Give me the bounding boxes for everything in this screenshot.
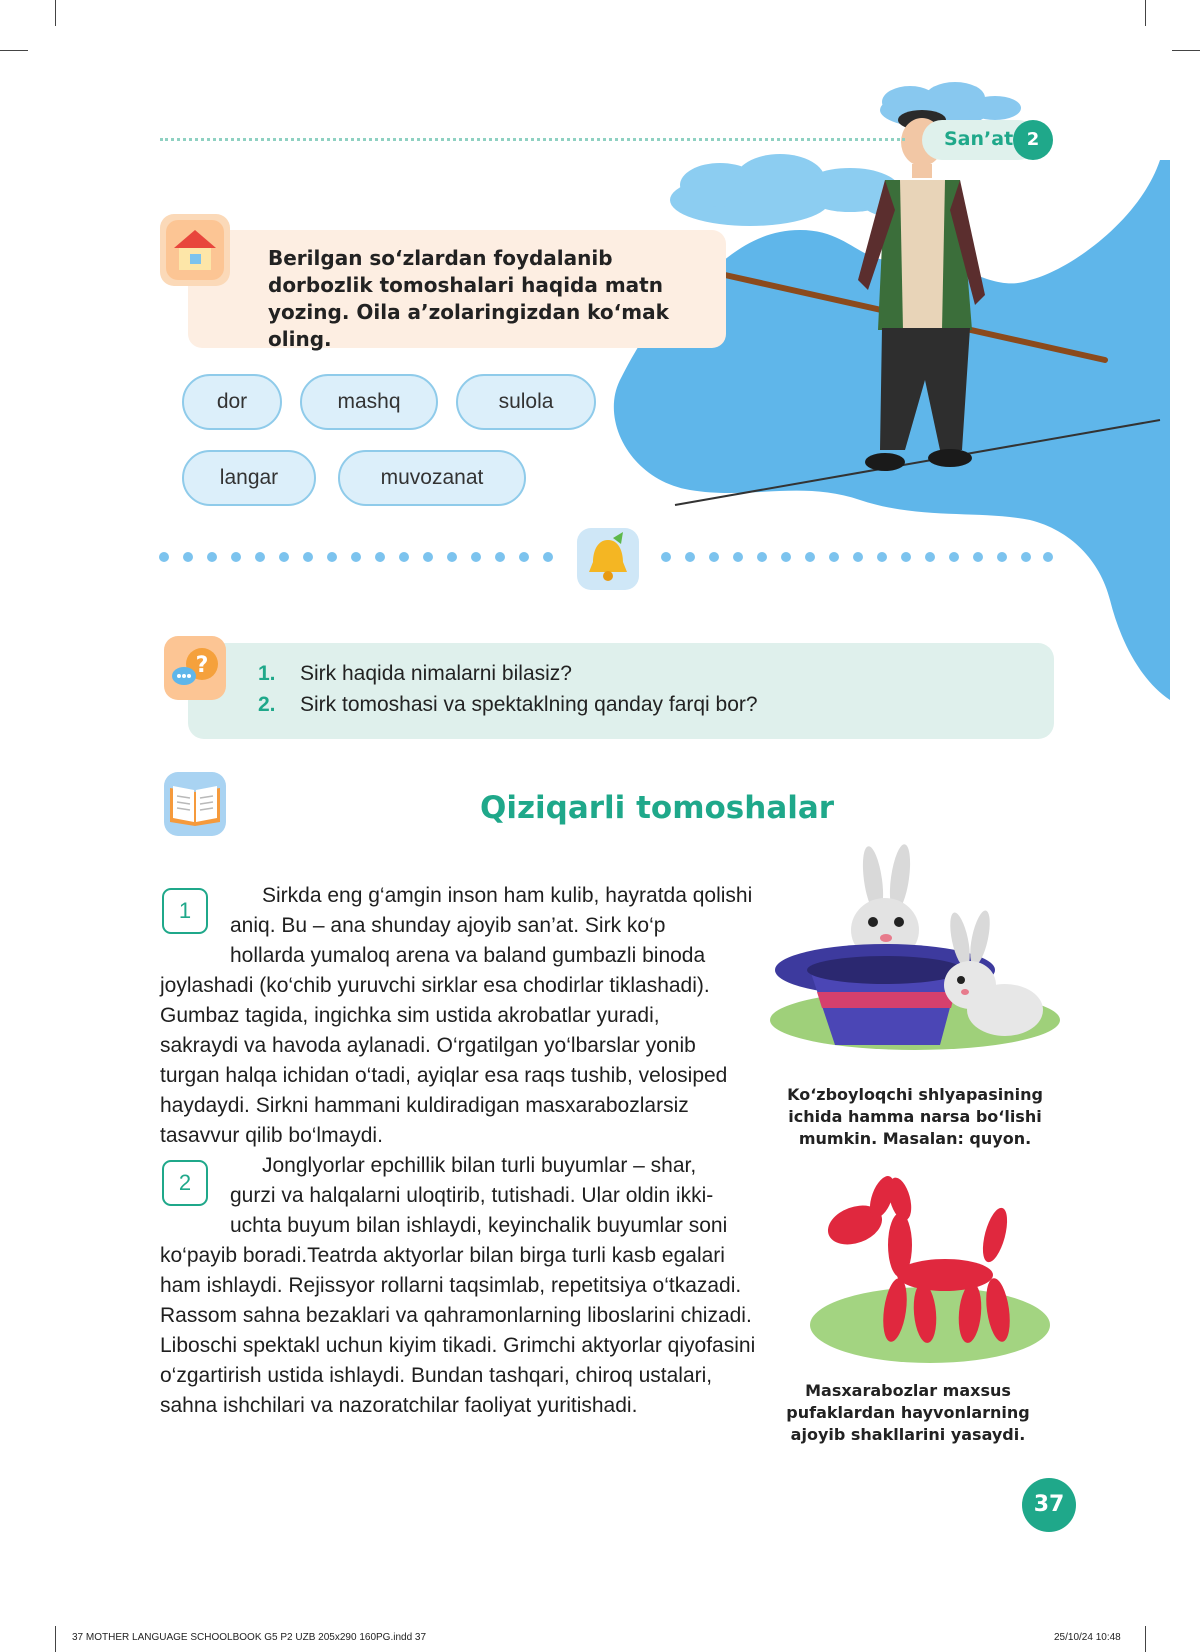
header-dotted-line: [160, 138, 905, 141]
text-line: haydaydi. Sirkni hammani kuldiradigan masxarabozlarsiz: [160, 1094, 689, 1117]
crop-mark: [1145, 0, 1146, 26]
word-chip: sulola: [456, 374, 596, 430]
print-footer-right: 25/10/24 10:48: [1054, 1632, 1121, 1643]
crop-mark: [1172, 50, 1200, 51]
dotted-separator: [660, 551, 1055, 563]
page-number: 37: [1022, 1478, 1076, 1532]
text-line: turgan halqa ichidan o‘tadi, ayiqlar esa raqs tushib, velosiped: [160, 1064, 728, 1087]
question-item: [258, 662, 572, 686]
house-icon: [160, 214, 230, 286]
section-number: 2: [1013, 120, 1053, 160]
bell-icon: [573, 524, 643, 594]
text-line: ham ishlaydi. Rejissyor rollarni taqsimlab, repetitsiya o‘tkazadi.: [160, 1274, 742, 1297]
text-line: o‘zgartirish ustida ishlaydi. Bundan tashqari, chiroq ustalari,: [160, 1364, 713, 1387]
caption-line: pufaklardan hayvonlarning: [786, 1403, 1030, 1422]
question-chat-icon: [160, 632, 230, 704]
text-line: tasavvur qilib bo‘lmaydi.: [160, 1124, 383, 1147]
word-chip: muvozanat: [338, 450, 526, 506]
text-line: ko‘payib boradi.Teatrda aktyorlar bilan birga turli kasb egalari: [160, 1244, 725, 1267]
dotted-separator: [158, 551, 558, 563]
text-line: gurzi va halqalarni uloqtirib, tutishadi. Ular oldin ikki-: [230, 1184, 714, 1207]
text-line: aniq. Bu – ana shunday ajoyib san’at. Sirk ko‘p: [230, 914, 666, 937]
crop-mark: [55, 1626, 56, 1652]
crop-mark: [55, 0, 56, 26]
reading-title: Qiziqarli tomoshalar: [480, 790, 835, 826]
word-chip: mashq: [300, 374, 438, 430]
word-chip: langar: [182, 450, 316, 506]
text-line: Liboschi spektakl uchun kiyim tikadi. Grimchi aktyorlar qiyofasini: [160, 1334, 756, 1357]
paragraph-number: 2: [162, 1160, 208, 1206]
svg-text:?: ?: [195, 653, 209, 678]
caption-line: ichida hamma narsa bo‘lishi: [788, 1107, 1042, 1126]
caption-line: Masxarabozlar maxsus: [805, 1381, 1011, 1400]
question-number: 1.: [258, 662, 276, 685]
question-text: Sirk tomoshasi va spektaklning qanday farqi bor?: [300, 693, 758, 716]
paragraph-number: 1: [162, 888, 208, 934]
text-line: Gumbaz tagida, ingichka sim ustida akrobatlar yuradi,: [160, 1004, 660, 1027]
questions-box: [188, 643, 1054, 739]
balloon-caption: [768, 1380, 1048, 1446]
crop-mark: [1145, 1626, 1146, 1652]
text-line: uchta buyum bilan ishlaydi, keyinchalik buyumlar soni: [230, 1214, 728, 1237]
question-number: 2.: [258, 693, 276, 716]
crop-mark: [0, 50, 28, 51]
word-chip: dor: [182, 374, 282, 430]
text-line: Jonglyorlar epchillik bilan turli buyumlar – shar,: [262, 1154, 697, 1177]
tightrope-walker-illustration: [600, 80, 1170, 720]
section-label: San’at: [944, 128, 1014, 150]
text-line: joylashadi (ko‘chib yuruvchi sirklar esa chodirlar tiklashadi).: [160, 974, 710, 997]
caption-line: Ko‘zboyloqchi shlyapasining: [787, 1085, 1043, 1104]
magic-hat-rabbit-illustration: [765, 830, 1065, 1060]
balloon-dog-illustration: [800, 1175, 1050, 1375]
question-item: [258, 693, 758, 717]
text-line: sakraydi va havoda aylanadi. O‘rgatilgan yo‘lbarslar yonib: [160, 1034, 696, 1057]
task-text: Berilgan so‘zlardan foydalanib dorbozlik tomoshalari haqida matn yozing. Oila a’zolaringizdan ko‘mak oling.: [268, 246, 669, 351]
text-line: Sirkda eng g‘amgin inson ham kulib, hayratda qolishi: [262, 884, 753, 907]
text-line: sahna ishchilari va nazoratchilar faoliyat yuritishadi.: [160, 1394, 638, 1417]
caption-line: ajoyib shakllarini yasaydi.: [790, 1425, 1026, 1444]
print-footer-left: 37 MOTHER LANGUAGE SCHOOLBOOK G5 P2 UZB 205x290 160PG.indd 37: [72, 1632, 427, 1643]
question-text: Sirk haqida nimalarni bilasiz?: [300, 662, 572, 685]
open-book-icon: [160, 768, 230, 840]
text-line: Rassom sahna bezaklari va qahramonlarning liboslarini chizadi.: [160, 1304, 752, 1327]
text-line: hollarda yumaloq arena va baland gumbazli binoda: [230, 944, 706, 967]
caption-line: mumkin. Masalan: quyon.: [798, 1129, 1032, 1148]
hat-caption: [775, 1084, 1055, 1150]
